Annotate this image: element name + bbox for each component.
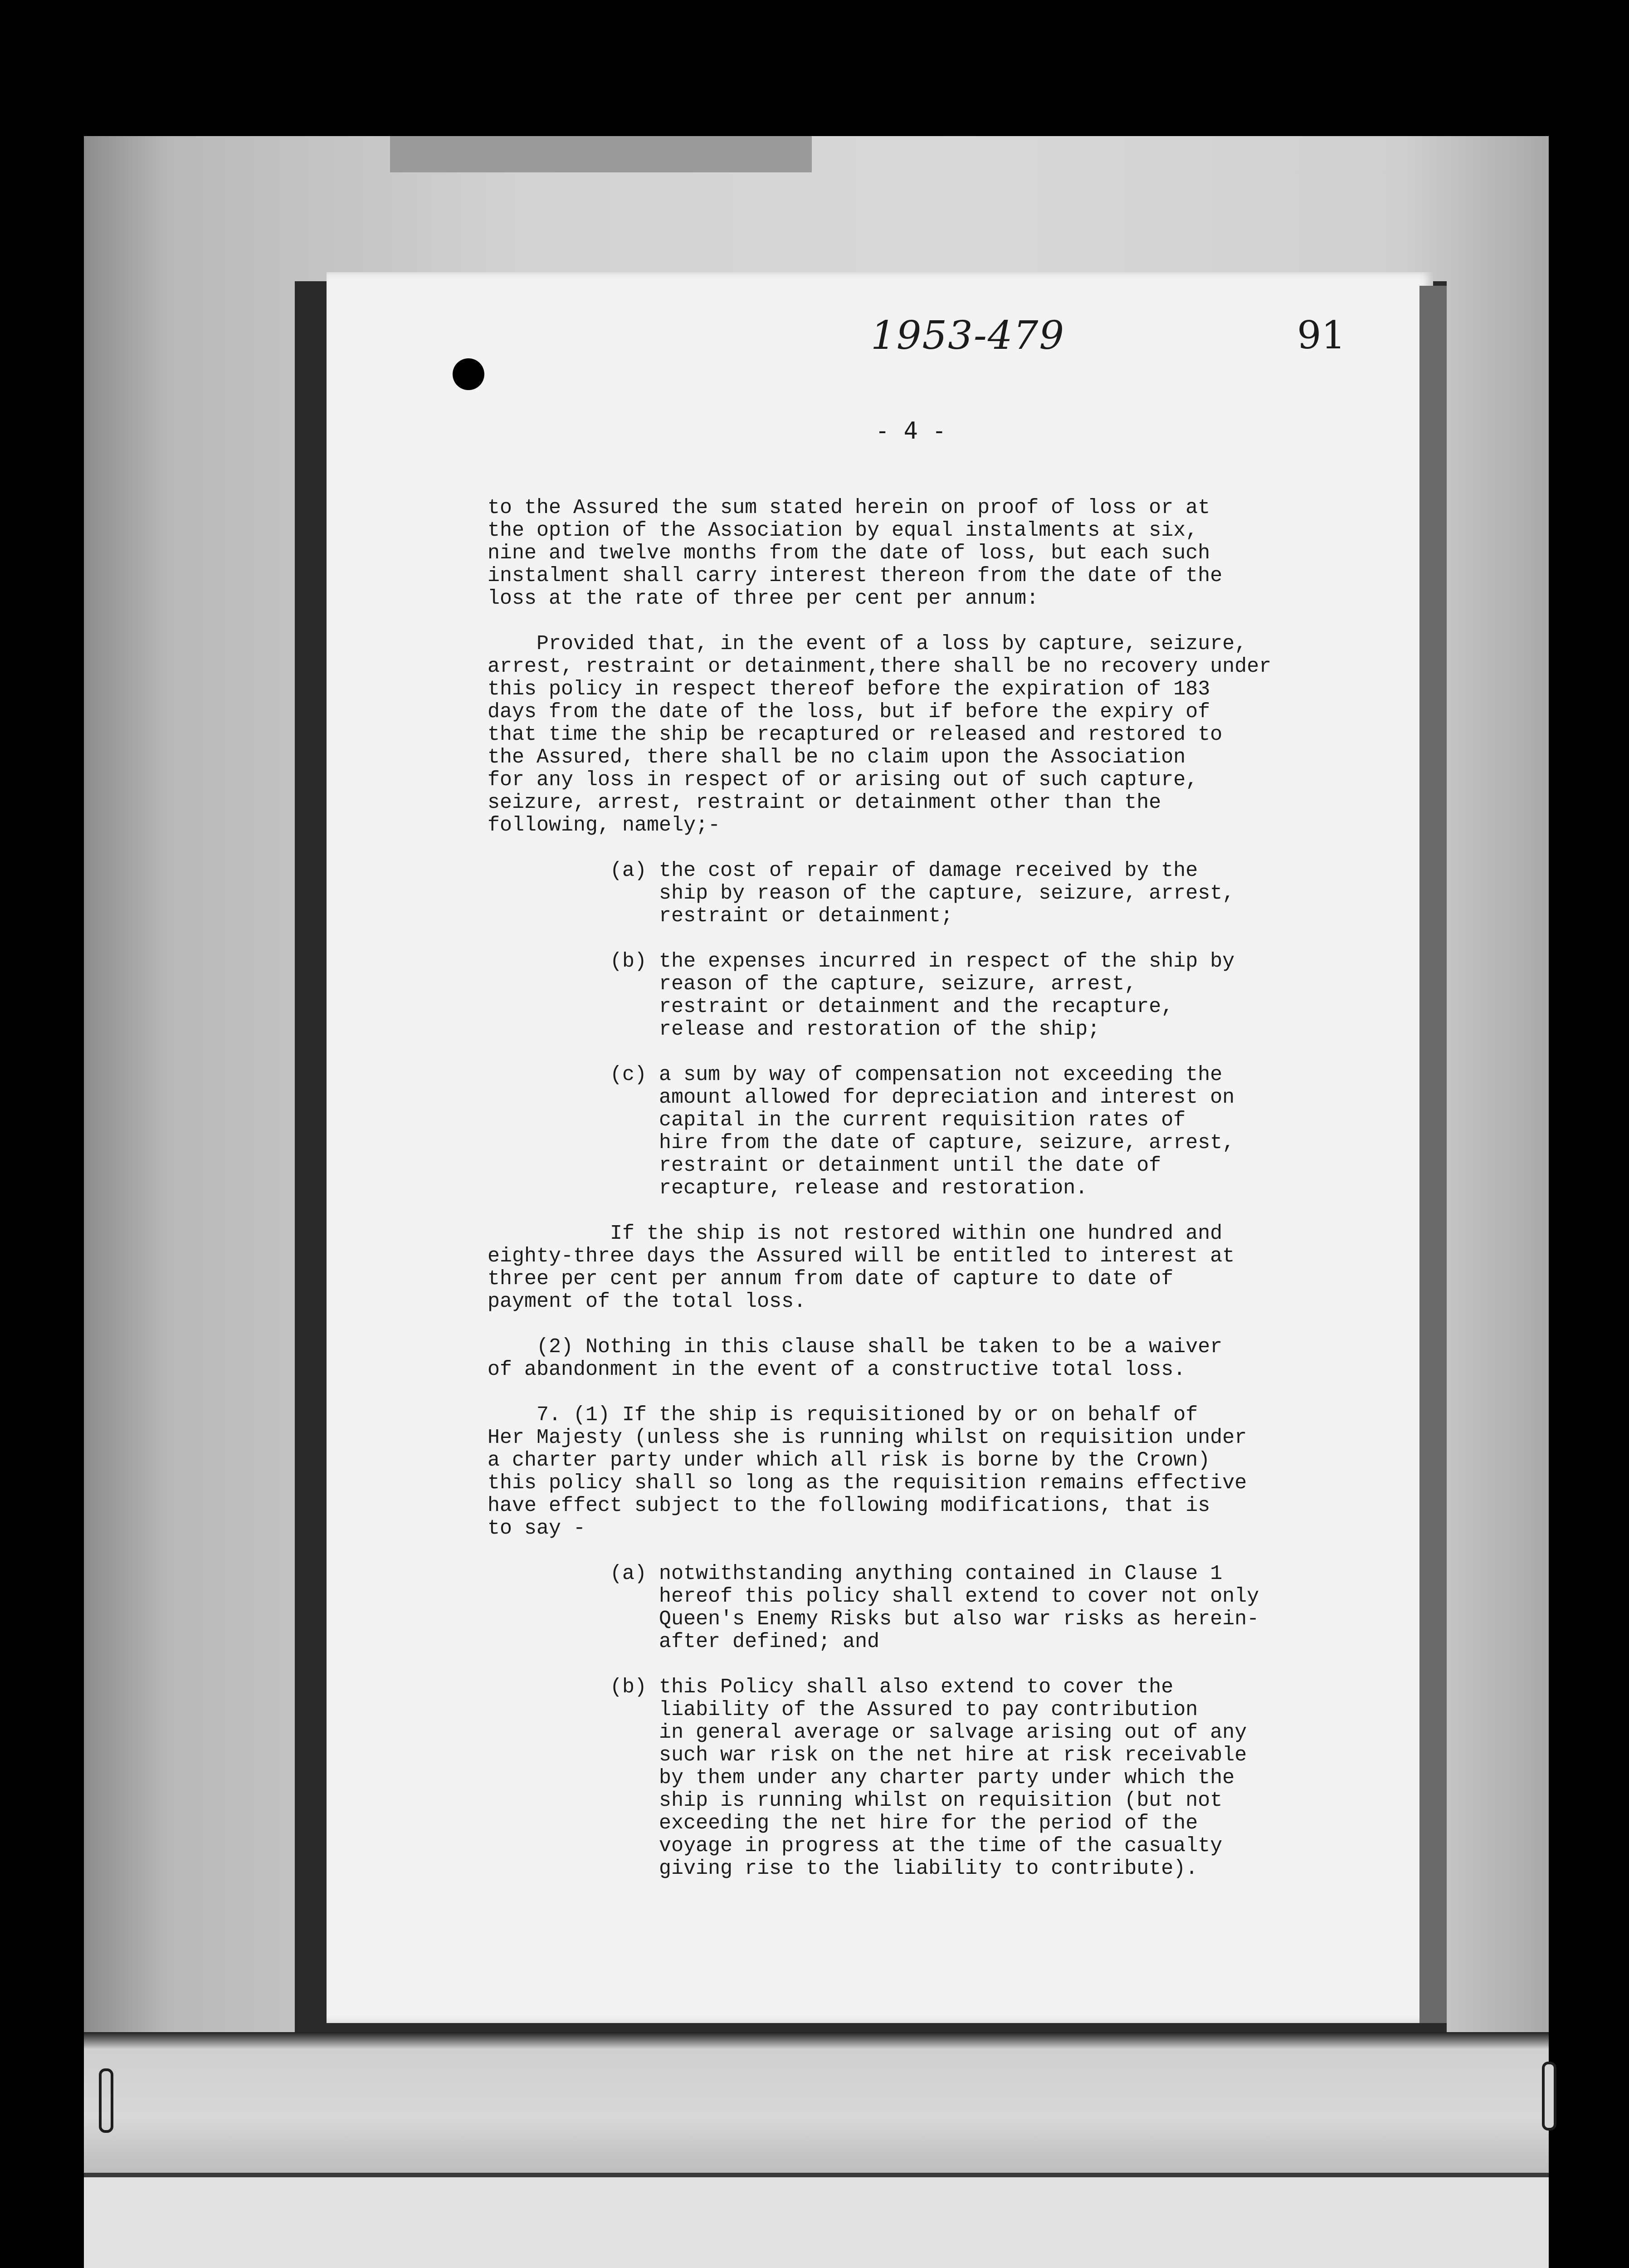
board-tape-strip (390, 136, 812, 172)
list-item-7b: (b) this Policy shall also extend to cover the liability of the Assured to pay contribution in general average or salvage arising out of any such war risk on the net hire at risk receivable by them under any charter party under which the ship is running whilst on requisition (but not exceeding the net hire for the period of the voyage in progress at the time of the casualty giving rise to the liability to contribute). (610, 1676, 1247, 1880)
document-body (488, 497, 1395, 1903)
punch-hole-icon (453, 358, 484, 390)
left-clip-icon (99, 2068, 113, 2133)
sheet-edge-shadow (1419, 286, 1447, 2023)
list-item-7a: (a) notwithstanding anything contained in Clause 1 hereof this policy shall extend to cover not only Queen's Enemy Risks but also war risks as herein- after defined; and (610, 1562, 1259, 1653)
paragraph-clause-7: 7. (1) If the ship is requisitioned by or on behalf of Her Majesty (unless she is running whilst on requisition under a charter party under which all risk is borne by the Crown) this policy shall so long as the requisition remains effective have effect subject to the following modifications, that is to say - (488, 1403, 1247, 1540)
right-clip-icon (1542, 2062, 1556, 2131)
paragraph-waiver: (2) Nothing in this clause shall be taken to be a waiver of abandonment in the event of a constructive total loss. (488, 1335, 1223, 1381)
stamped-page-number: 91 (1297, 313, 1346, 357)
list-item-c: (c) a sum by way of compensation not exceeding the amount allowed for depreciation and interest on capital in the current requisition rates of hire from the date of capture, seizure, arrest, restraint or detainment until the date of recapture, release and restoration. (610, 1063, 1235, 1200)
board-bottom-panel (84, 2173, 1549, 2268)
paragraph-payment-terms: to the Assured the sum stated herein on proof of loss or at the option of the Association by equal instalments at six, nine and twelve months from the date of loss, but each such instalment shall carry interest thereon from the date of the loss at the rate of three per cent per annum: (488, 496, 1223, 610)
page-folio: - 4 - (875, 417, 946, 445)
board-lower-band (84, 2032, 1549, 2173)
list-item-a: (a) the cost of repair of damage received by the ship by reason of the capture, seizure, arrest, restraint or detainment; (610, 859, 1235, 928)
list-item-b: (b) the expenses incurred in respect of the ship by reason of the capture, seizure, arrest, restraint or detainment and the recapture, release and restoration of the ship; (610, 950, 1235, 1041)
paragraph-proviso: Provided that, in the event of a loss by capture, seizure, arrest, restraint or detainment,there shall be no recovery under this policy in respect thereof before the expiration of 183 days from the date of the loss, but if before the expiry of that time the ship be recaptured or released and restored to the Assured, there shall be no claim upon the Association for any loss in respect of or arising out of such capture, seizure, arrest, restraint or detainment other than the following, namely;- (488, 632, 1272, 837)
paragraph-not-restored: If the ship is not restored within one hundred and eighty-three days the Assured will be entitled to interest at three per cent per annum from date of capture to date of payment of the total loss. (488, 1222, 1235, 1313)
handwritten-reference: 1953-479 (871, 313, 1065, 358)
